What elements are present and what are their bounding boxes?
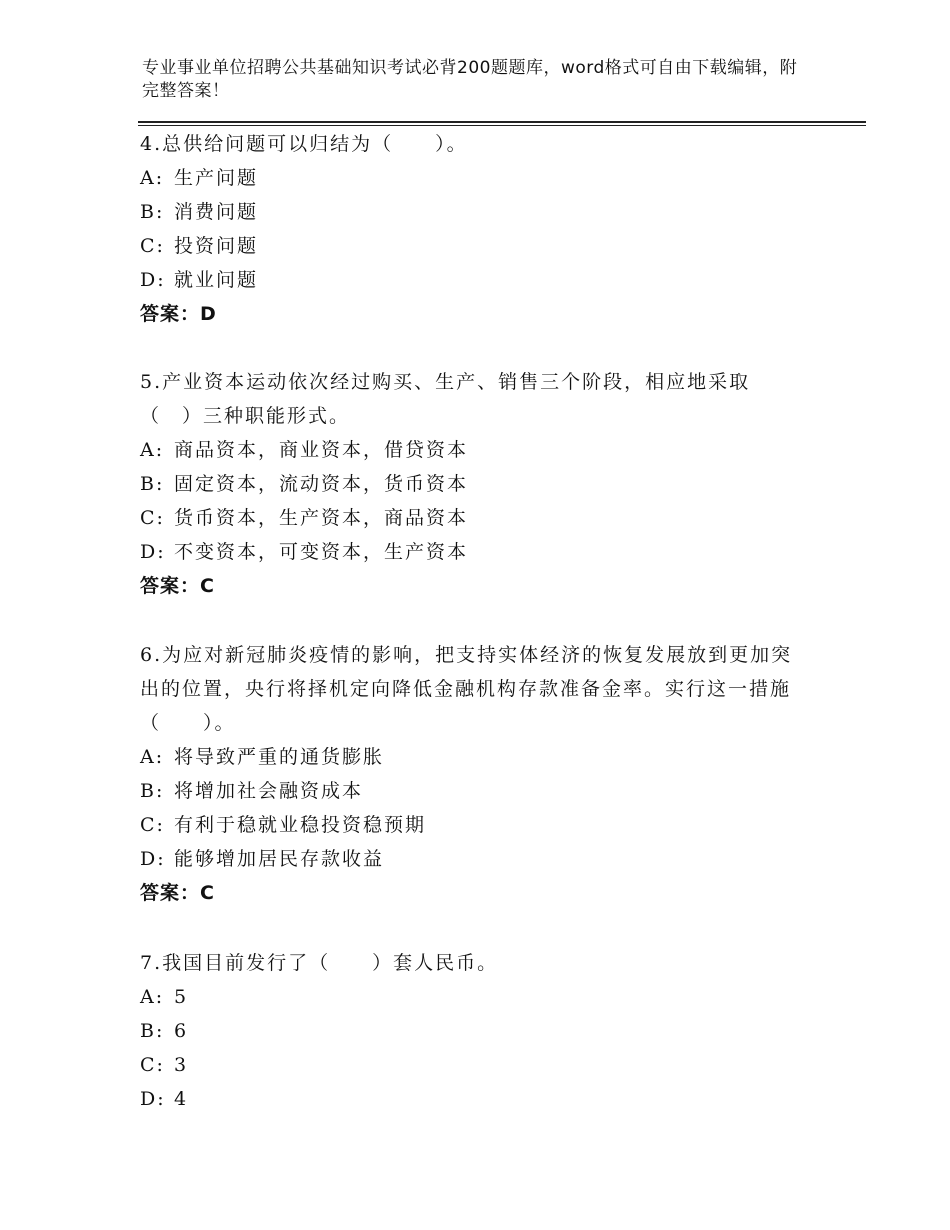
option-text: 能够增加居民存款收益	[174, 848, 385, 870]
option-c	[140, 229, 800, 263]
option-letter: C:	[140, 235, 165, 257]
question-stem: 5.产业资本运动依次经过购买、生产、销售三个阶段，相应地采取（ ）三种职能形式。	[140, 371, 751, 427]
question-6	[140, 638, 800, 910]
option-text: 将导致严重的通货膨胀	[174, 746, 385, 768]
option-a	[140, 433, 800, 467]
option-letter: D:	[140, 848, 166, 870]
option-letter: B:	[140, 780, 165, 802]
option-text: 4	[174, 1088, 189, 1110]
question-5	[140, 365, 800, 603]
option-c	[140, 1048, 800, 1082]
option-text: 固定资本，流动资本，货币资本	[174, 473, 469, 495]
option-letter: B:	[140, 1020, 165, 1042]
option-text: 3	[174, 1054, 189, 1076]
question-7	[140, 946, 800, 1116]
option-text: 生产问题	[174, 167, 259, 189]
question-stem: 6.为应对新冠肺炎疫情的影响，把支持实体经济的恢复发展放到更加突出的位置，央行将择机定向降低金融机构存款准备金率。实行这一措施（ ）。	[140, 644, 793, 734]
option-text: 货币资本，生产资本，商品资本	[174, 507, 469, 529]
answer-label: 答案：C	[140, 575, 215, 597]
option-letter: C:	[140, 814, 165, 836]
option-d	[140, 535, 800, 569]
answer-label: 答案：D	[140, 303, 217, 325]
option-text: 投资问题	[174, 235, 259, 257]
option-text: 不变资本，可变资本，生产资本	[174, 541, 469, 563]
option-letter: D:	[140, 269, 166, 291]
option-text: 5	[174, 986, 189, 1008]
option-a	[140, 740, 800, 774]
option-text: 商品资本，商业资本，借贷资本	[174, 439, 469, 461]
option-b	[140, 774, 800, 808]
option-a	[140, 980, 800, 1014]
option-d	[140, 842, 800, 876]
option-d	[140, 263, 800, 297]
option-letter: D:	[140, 541, 166, 563]
question-4	[140, 127, 800, 331]
option-c	[140, 501, 800, 535]
question-stem: 4.总供给问题可以归结为（ ）。	[140, 133, 468, 155]
option-text: 有利于稳就业稳投资稳预期	[174, 814, 427, 836]
option-letter: D:	[140, 1088, 166, 1110]
option-letter: A:	[140, 167, 165, 189]
option-a	[140, 161, 800, 195]
option-text: 将增加社会融资成本	[174, 780, 364, 802]
header-divider-thick	[138, 121, 866, 123]
question-stem: 7.我国目前发行了（ ）套人民币。	[140, 952, 499, 974]
option-letter: B:	[140, 473, 165, 495]
answer-label: 答案：C	[140, 882, 215, 904]
option-text: 6	[174, 1020, 189, 1042]
option-letter: A:	[140, 746, 165, 768]
option-letter: B:	[140, 201, 165, 223]
option-letter: C:	[140, 1054, 165, 1076]
header-divider-thin	[138, 125, 866, 126]
option-c	[140, 808, 800, 842]
option-b	[140, 195, 800, 229]
option-d	[140, 1082, 800, 1116]
option-letter: A:	[140, 439, 165, 461]
option-text: 消费问题	[174, 201, 259, 223]
option-text: 就业问题	[174, 269, 259, 291]
option-b	[140, 467, 800, 501]
option-letter: A:	[140, 986, 165, 1008]
option-letter: C:	[140, 507, 165, 529]
option-b	[140, 1014, 800, 1048]
document-header: 专业事业单位招聘公共基础知识考试必背200题题库，word格式可自由下载编辑，附完整答案！	[142, 58, 798, 101]
